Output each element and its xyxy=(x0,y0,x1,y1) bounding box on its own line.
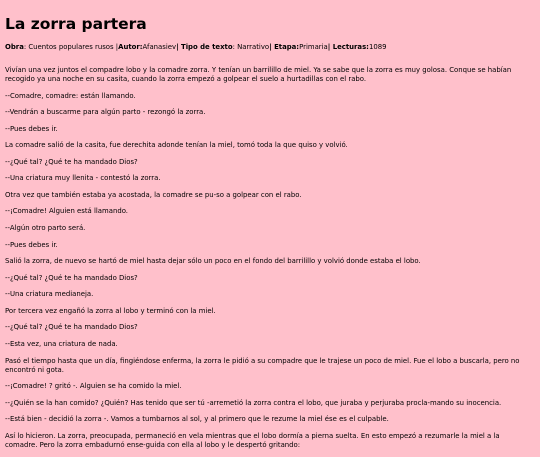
obra-value: : Cuentos populares rusos | xyxy=(23,43,119,52)
story-paragraph: --Una criatura medianeja. xyxy=(5,290,94,299)
autor-label: Autor: xyxy=(118,43,143,52)
autor-value: Afanasiev xyxy=(142,43,177,52)
story-text xyxy=(5,66,533,450)
tipo-value: : Narrativo xyxy=(232,43,270,52)
story-paragraph: --Esta vez, una criatura de nada. xyxy=(5,339,118,348)
page-title: La zorra partera xyxy=(5,15,147,33)
story-paragraph: --Comadre, comadre: están llamando. xyxy=(5,91,136,100)
story-paragraph: La comadre salió de la casita, fue derechita adonde tenían la miel, tomó toda la que quiso y volvió. xyxy=(5,141,348,150)
story-paragraph: --¿Quién se la han comido? ¿Quién? Has tenido que ser tú -arremetió la zorra contra el lobo, que juraba y perjuraba procla-mando su inocencia. xyxy=(5,398,502,407)
story-paragraph: --Pues debes ir. xyxy=(5,240,58,249)
story-paragraph: --Vendrán a buscarme para algún parto - rezongó la zorra. xyxy=(5,108,206,117)
separator: | xyxy=(327,43,333,52)
story-paragraph: --¿Qué tal? ¿Qué te ha mandado Dios? xyxy=(5,273,138,282)
lecturas-label: Lecturas: xyxy=(332,43,369,52)
story-paragraph: --¡Comadre! ? gritó -. Alguien se ha comido la miel. xyxy=(5,382,182,391)
tipo-label: Tipo de texto xyxy=(181,43,233,52)
story-paragraph: --¡Comadre! Alguien está llamando. xyxy=(5,207,128,216)
story-paragraph: --Algún otro parto será. xyxy=(5,224,86,233)
obra-label: Obra xyxy=(5,43,24,52)
story-paragraph: --¿Qué tal? ¿Qué te ha mandado Dios? xyxy=(5,323,138,332)
lecturas-value: 1089 xyxy=(368,43,387,52)
story-paragraph: --Pues debes ir. xyxy=(5,124,58,133)
story-paragraph: Vivían una vez juntos el compadre lobo y la comadre zorra. Y tenían un barrilillo de miel. Ya se sabe que la zorra es muy golosa. Conque se habían recogido ya una noche en su casita, cuando la zorra empezó a golpear el suelo a hurtadillas con el rabo. xyxy=(5,66,512,83)
etapa-label: Etapa: xyxy=(274,43,300,52)
story-paragraph: --Está bien - decidió la zorra -. Vamos a tumbarnos al sol, y al primero que le rezume la miel ése es el culpable. xyxy=(5,415,389,424)
story-paragraph: Salió la zorra, de nuevo se hartó de miel hasta dejar sólo un poco en el fondo del barrilillo y volvió donde estaba el lobo. xyxy=(5,257,421,266)
separator: | xyxy=(269,43,275,52)
document-page xyxy=(5,0,533,457)
story-paragraph: Otra vez que también estaba ya acostada, la comadre se pu-so a golpear con el rabo. xyxy=(5,190,302,199)
story-metadata xyxy=(5,43,533,52)
separator: | xyxy=(176,43,181,52)
story-paragraph: --¿Qué tal? ¿Qué te ha mandado Dios? xyxy=(5,157,138,166)
etapa-value: Primaria xyxy=(299,43,328,52)
story-paragraph: Así lo hicieron. La zorra, preocupada, permaneció en vela mientras que el lobo dormía a pierna suelta. En esto empezó a rezumarle la miel a la comadre. Pero la zorra embadurnó ense-guida con ella al lobo y le despertó gritando: xyxy=(5,431,500,449)
story-paragraph: --Una criatura muy llenita - contestó la zorra. xyxy=(5,174,161,183)
story-paragraph: Pasó el tiempo hasta que un día, fingiéndose enferma, la zorra le pidió a su compadre que le trajese un poco de miel. Fue el lobo a buscarla, pero no encontró ni gota. xyxy=(5,356,520,374)
story-paragraph: Por tercera vez engañó la zorra al lobo y terminó con la miel. xyxy=(5,306,216,315)
